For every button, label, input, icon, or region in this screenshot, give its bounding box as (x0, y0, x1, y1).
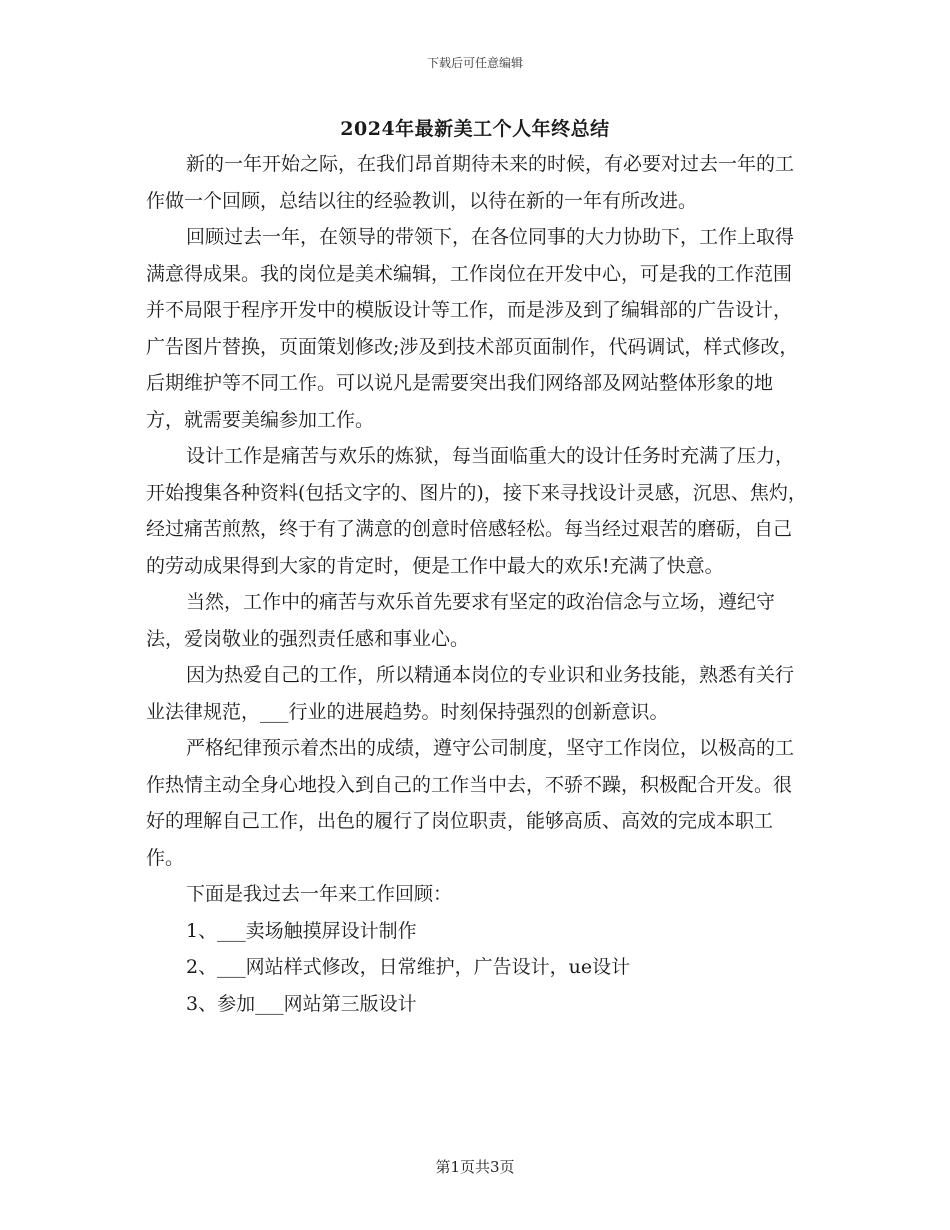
paragraph-work-list-intro: 下面是我过去一年来工作回顾： (186, 883, 453, 905)
list-item: 2、___网站样式修改，日常维护，广告设计，ue设计 (186, 956, 631, 978)
document-title: 2024年最新美工个人年终总结 (340, 118, 610, 140)
document-body (146, 146, 808, 1022)
page-number: 第1页共3页 (435, 1158, 515, 1176)
list-item: 3、参加___网站第三版设计 (186, 992, 417, 1015)
paragraph-expertise: 因为热爱自己的工作，所以精通本岗位的专业识和业务技能，熟悉有关行业法律规范，___行业的进展趋势。时刻保持强烈的创新意识。 (146, 664, 795, 723)
paragraph-design-work: 设计工作是痛苦与欢乐的炼狱，每当面临重大的设计任务时充满了压力，开始搜集各种资料(包括文字的、图片的)，接下来寻找设计灵感，沉思、焦灼，经过痛苦煎熬，终于有了满意的创意时倍感轻松。每当经过艰苦的磨砺，自己的劳动成果得到大家的肯定时，便是工作中最大的欢乐!充满了快意。 (146, 445, 807, 577)
list-item: 1、___卖场触摸屏设计制作 (186, 919, 417, 942)
paragraph-attitude: 当然，工作中的痛苦与欢乐首先要求有坚定的政治信念与立场，遵纪守法，爱岗敬业的强烈责任感和事业心。 (146, 591, 776, 650)
header-note: 下载后可任意编辑 (426, 56, 523, 70)
paragraph-discipline: 严格纪律预示着杰出的成绩，遵守公司制度，坚守工作岗位，以极高的工作热情主动全身心地投入到自己的工作当中去，不骄不躁，积极配合开发。很好的理解自己工作，出色的履行了岗位职责，能够高质、高效的完成本职工作。 (146, 737, 795, 869)
paragraph-review: 回顾过去一年，在领导的带领下，在各位同事的大力协助下，工作上取得满意得成果。我的岗位是美术编辑，工作岗位在开发中心，可是我的工作范围并不局限于程序开发中的模版设计等工作，而是涉及到了编辑部的广告设计，广告图片替换，页面策划修改;涉及到技术部页面制作，代码调试，样式修改，后期维护等不同工作。可以说凡是需要突出我们网络部及网站整体形象的地方，就需要美编参加工作。 (146, 226, 799, 431)
paragraph-intro: 新的一年开始之际，在我们昂首期待未来的时候，有必要对过去一年的工作做一个回顾，总结以往的经验教训，以待在新的一年有所改进。 (146, 153, 795, 212)
